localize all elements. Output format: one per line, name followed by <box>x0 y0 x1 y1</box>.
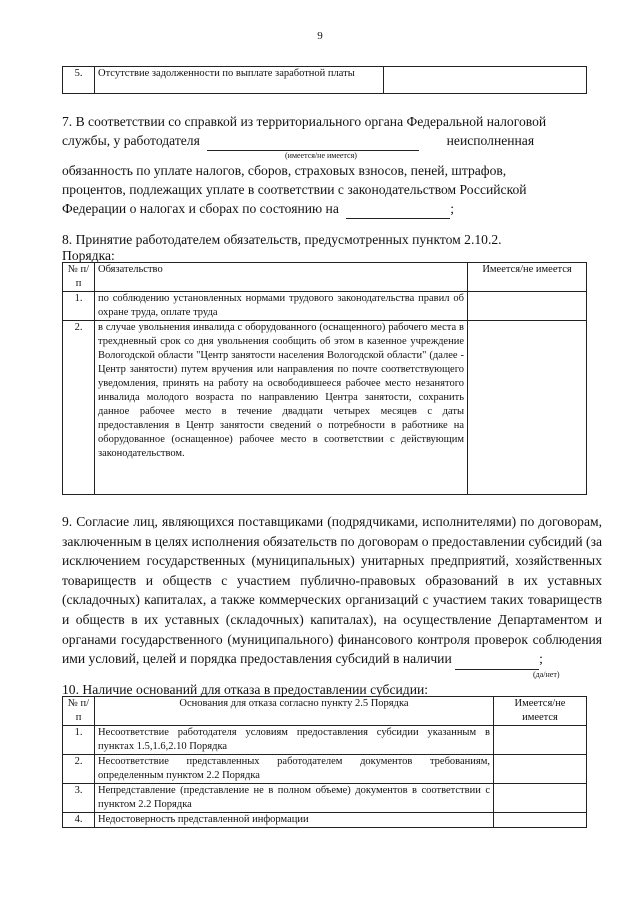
table-row <box>63 726 587 755</box>
section-8-heading-text: Порядка: <box>62 248 115 263</box>
refusal-grounds-table <box>62 696 587 828</box>
row-text: в случае увольнения инвалида с оборудованного (оснащенного) рабочего места в трехдневный срок со дня увольнения сообщить об этом в казенное учреждение Вологодской области "Центр занятости населения Вологодской области" (далее - Центр занятости) путем вручения или направления по почте соответствующего уведомления, принять на работу на освободившееся рабочее место незанятого инвалида молодого возраста по направлению Центра занятости, сохранить данное рабочее место в течение двадцати четырех месяцев с даты предоставления в Центр занятости сведений о потребности в работнике на оборудованное (оснащенное) рабочее место в соответствии с действующим законодательством. <box>95 321 468 495</box>
row-number: 5. <box>63 67 95 94</box>
row-number: 3. <box>63 784 95 813</box>
header-status: Имеется/не имеется <box>468 263 587 292</box>
row-text: Несоответствие представленных работодателем документов требованиям, определенным пунктом 2.2 Порядка <box>95 755 494 784</box>
table-row <box>63 813 587 828</box>
section-7-text: 7. В соответствии со справкой из территориального органа Федеральной налоговой <box>62 114 547 129</box>
row-status-cell[interactable] <box>494 813 587 828</box>
section-7-line-1 <box>62 112 602 131</box>
header-num: № п/п <box>63 263 95 292</box>
header-basis: Основания для отказа согласно пункту 2.5 Порядка <box>95 697 494 726</box>
row-status-cell[interactable] <box>494 784 587 813</box>
section-7-text: Федерации о налогах и сборах по состоянию на <box>62 201 339 216</box>
row-number: 1. <box>63 292 95 321</box>
row-text: Отсутствие задолженности по выплате заработной платы <box>95 67 384 94</box>
section-7-hint: (имеется/не имеется) <box>285 151 357 160</box>
row-status-cell[interactable] <box>468 292 587 321</box>
header-obligation: Обязательство <box>95 263 468 292</box>
status-date-field[interactable] <box>346 199 450 219</box>
section-9-paragraph <box>62 512 602 670</box>
row-text: по соблюдению установленных нормами трудового законодательства правил об охране труда, оплате труда <box>95 292 468 321</box>
section-7-text: неисполненная <box>446 133 535 148</box>
table-row <box>63 784 587 813</box>
section-7-line-2 <box>62 131 602 151</box>
employer-debt-status-field[interactable] <box>207 131 419 151</box>
row-status-cell[interactable] <box>468 321 587 495</box>
section-9-end: ; <box>539 651 543 667</box>
row-status-cell[interactable] <box>384 67 587 94</box>
table-requirements-continued <box>62 66 587 94</box>
obligations-table <box>62 262 587 495</box>
section-7-text: ; <box>450 201 455 216</box>
section-7-line-4 <box>62 180 602 199</box>
section-8-heading-text: 8. Принятие работодателем обязательств, предусмотренных пунктом 2.10.2. <box>62 232 502 247</box>
row-text: Недостоверность представленной информации <box>95 813 494 828</box>
page-number: 9 <box>317 30 323 42</box>
section-9-hint: (да/нет) <box>533 670 560 679</box>
row-number: 2. <box>63 321 95 495</box>
header-status: Имеется/не имеется <box>494 697 587 726</box>
table-header-row <box>63 263 587 292</box>
row-number: 4. <box>63 813 95 828</box>
row-text: Непредставление (представление не в полном объеме) документов в соответствии с пунктом 2.2 Порядка <box>95 784 494 813</box>
consent-field[interactable] <box>455 649 539 670</box>
table-row <box>63 755 587 784</box>
section-7-text: обязанность по уплате налогов, сборов, страховых взносов, пеней, штрафов, <box>62 163 507 178</box>
section-9-text: 9. Согласие лиц, являющихся поставщиками (подрядчиками, исполнителями) по договорам, заключенным в целях исполнения обязательств по договорам о предоставлении субсидий (за исключением государственных (муниципальных) унитарных предприятий, хозяйственных товариществ и обществ с участием публично-правовых образований в их уставных (складочных) капиталах, а также коммерческих организаций с участием таких товариществ и обществ в их уставных (складочных) капиталах), на осуществление Департаментом и органами государственного (муниципального) финансового контроля проверок соблюдения ими условий, целей и порядка предоставления субсидий в наличии <box>62 514 602 667</box>
section-7-line-3 <box>62 161 602 180</box>
table-row <box>63 321 587 495</box>
table-row <box>63 67 587 94</box>
section-7-text: процентов, подлежащих уплате в соответствии с законодательством Российской <box>62 182 527 197</box>
header-num: № п/п <box>63 697 95 726</box>
table-header-row <box>63 697 587 726</box>
row-status-cell[interactable] <box>494 726 587 755</box>
section-7-line-5 <box>62 199 602 219</box>
row-number: 1. <box>63 726 95 755</box>
row-number: 2. <box>63 755 95 784</box>
row-text: Несоответствие работодателя условиям предоставления субсидии указанным в пунктах 1.5,1.6,2.10 Порядка <box>95 726 494 755</box>
table-row <box>63 292 587 321</box>
row-status-cell[interactable] <box>494 755 587 784</box>
section-7-text: службы, у работодателя <box>62 133 200 148</box>
section-10-heading-text: 10. Наличие оснований для отказа в предоставлении субсидии: <box>62 682 429 697</box>
